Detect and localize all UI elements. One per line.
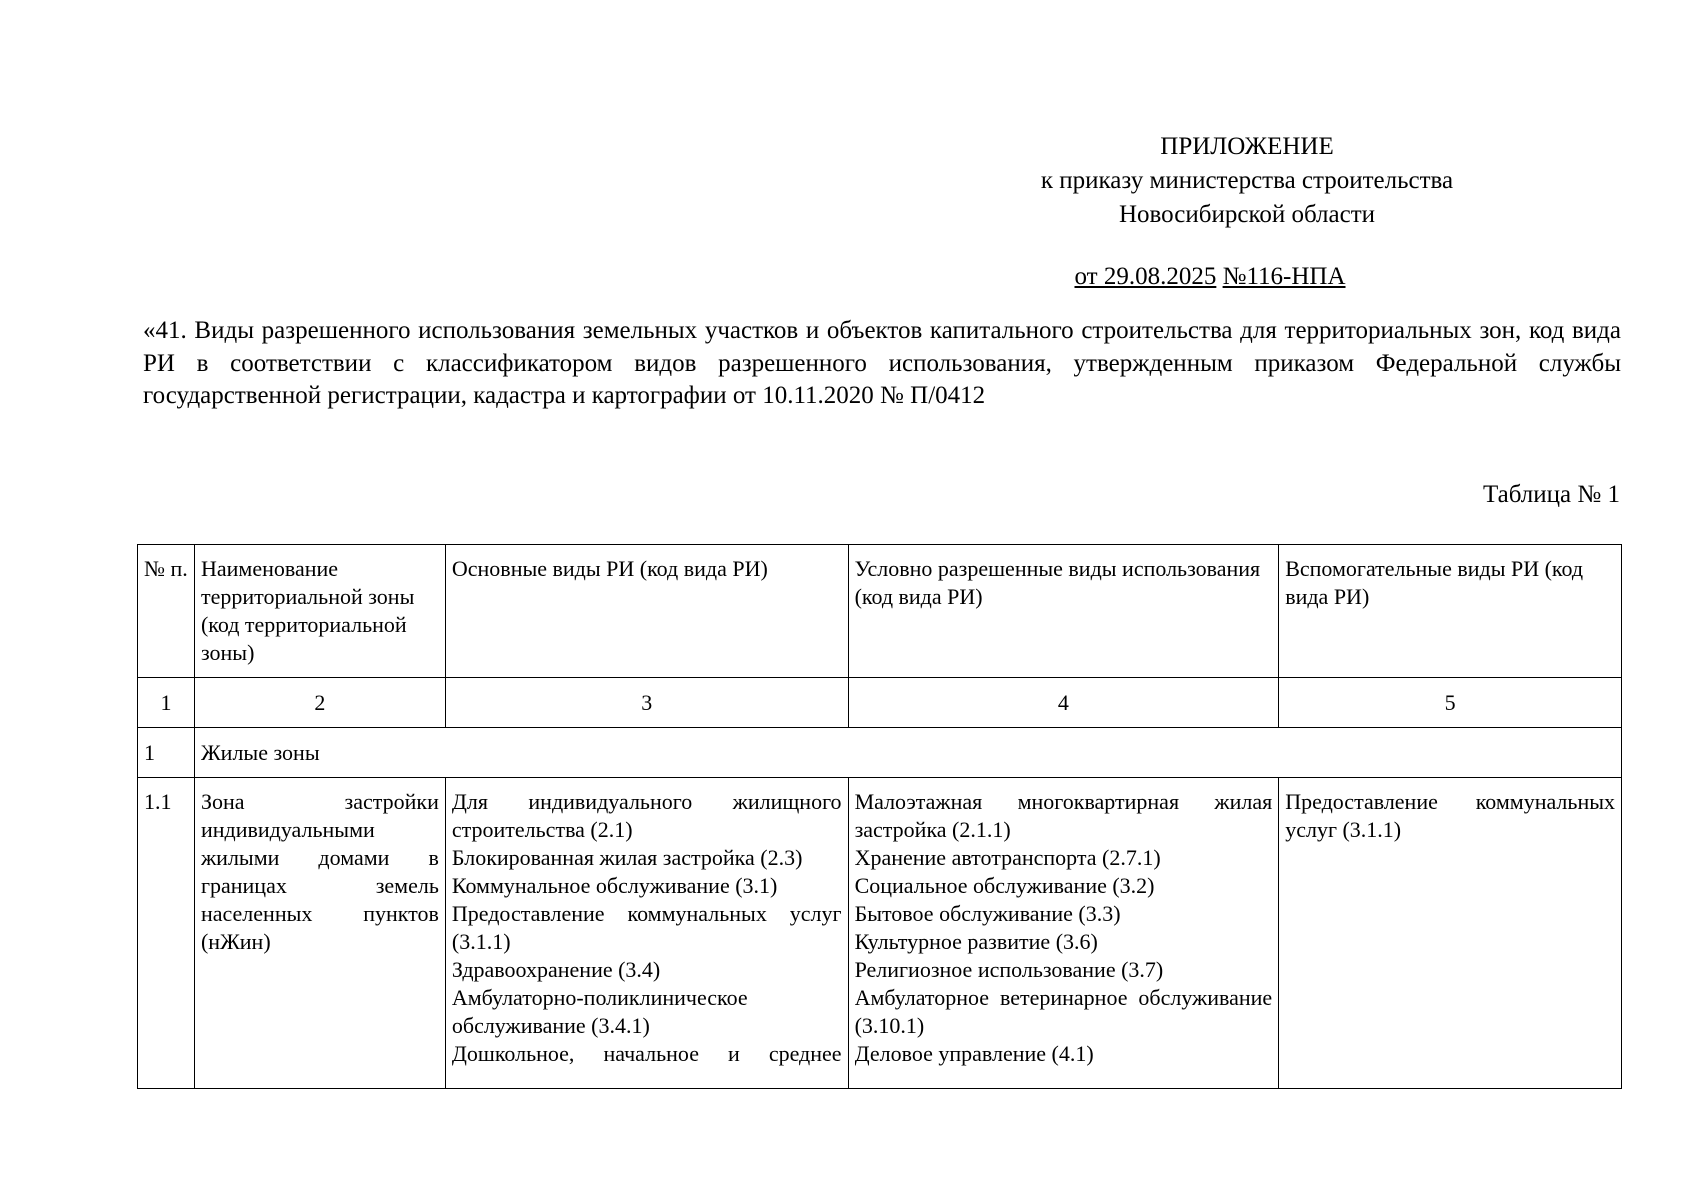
order-number: №116-НПА [1222,263,1346,290]
main-use-item: Для индивидуального жилищного строительства (2.1) [451,789,842,842]
appendix-header [960,130,1534,232]
main-use-item: Дошкольное, начальное и среднее [451,1041,842,1066]
column-number: 2 [194,678,445,728]
table-header-row [138,545,1622,678]
auxiliary-use-item: Предоставление коммунальных услуг (3.1.1) [1285,789,1615,842]
section-title: Жилые зоны [194,728,1621,778]
appendix-line-1: к приказу министерства строительства [1040,167,1454,194]
conditional-use-item: Хранение автотранспорта (2.7.1) [854,845,1161,870]
column-number: 3 [445,678,848,728]
column-number: 4 [848,678,1279,728]
conditional-use-item: Социальное обслуживание (3.2) [854,873,1155,898]
main-use-item: Предоставление коммунальных услуг (3.1.1) [451,901,842,954]
main-use-item: Здравоохранение (3.4) [451,957,661,982]
row-number: 1.1 [138,778,195,1089]
zone-name: Зона застройки индивидуальными жилыми домами в границах земель населенных пунктов (нЖин) [200,789,439,954]
intro-paragraph: «41. Виды разрешенного использования земельных участков и объектов капитального строительства для территориальных зон, код вида РИ в соответствии с классификатором видов разрешенного использования, утвержденным приказом Федеральной службы государственной регистрации, кадастра и картографии от 10.11.2020 № П/0412 [143,317,1621,409]
header-cell-num: № п. [138,545,195,678]
conditional-use-item: Бытовое обслуживание (3.3) [854,901,1121,926]
order-reference [1000,260,1420,294]
header-cell-zone: Наименование территориальной зоны (код территориальной зоны) [194,545,445,678]
main-uses-cell [445,778,848,1089]
appendix-line-2: Новосибирской области [1118,201,1376,228]
conditional-use-item: Религиозное использование (3.7) [854,957,1164,982]
column-number-row [138,678,1622,728]
main-use-item: Коммунальное обслуживание (3.1) [451,873,778,898]
conditional-use-item: Малоэтажная многоквартирная жилая застройка (2.1.1) [854,789,1273,842]
zones-table [137,544,1622,1089]
header-cell-conditional: Условно разрешенные виды использования (код вида РИ) [848,545,1279,678]
column-number: 5 [1279,678,1622,728]
main-use-item: Амбулаторно-поликлиническое обслуживание (3.4.1) [451,985,748,1038]
conditional-uses-cell [848,778,1279,1089]
conditional-use-item: Культурное развитие (3.6) [854,929,1098,954]
zone-cell [194,778,445,1089]
column-number: 1 [138,678,195,728]
table-row [138,778,1622,1089]
header-cell-auxiliary: Вспомогательные виды РИ (код вида РИ) [1279,545,1622,678]
main-use-item: Блокированная жилая застройка (2.3) [451,845,803,870]
header-cell-main: Основные виды РИ (код вида РИ) [445,545,848,678]
conditional-use-item: Деловое управление (4.1) [854,1041,1094,1066]
order-date: от 29.08.2025 [1074,263,1217,290]
section-row [138,728,1622,778]
appendix-title: ПРИЛОЖЕНИЕ [1160,133,1334,160]
table-label: Таблица № 1 [1482,481,1620,508]
auxiliary-uses-cell [1279,778,1622,1089]
conditional-use-item: Амбулаторное ветеринарное обслуживание (3.10.1) [854,985,1273,1038]
section-number: 1 [138,728,195,778]
